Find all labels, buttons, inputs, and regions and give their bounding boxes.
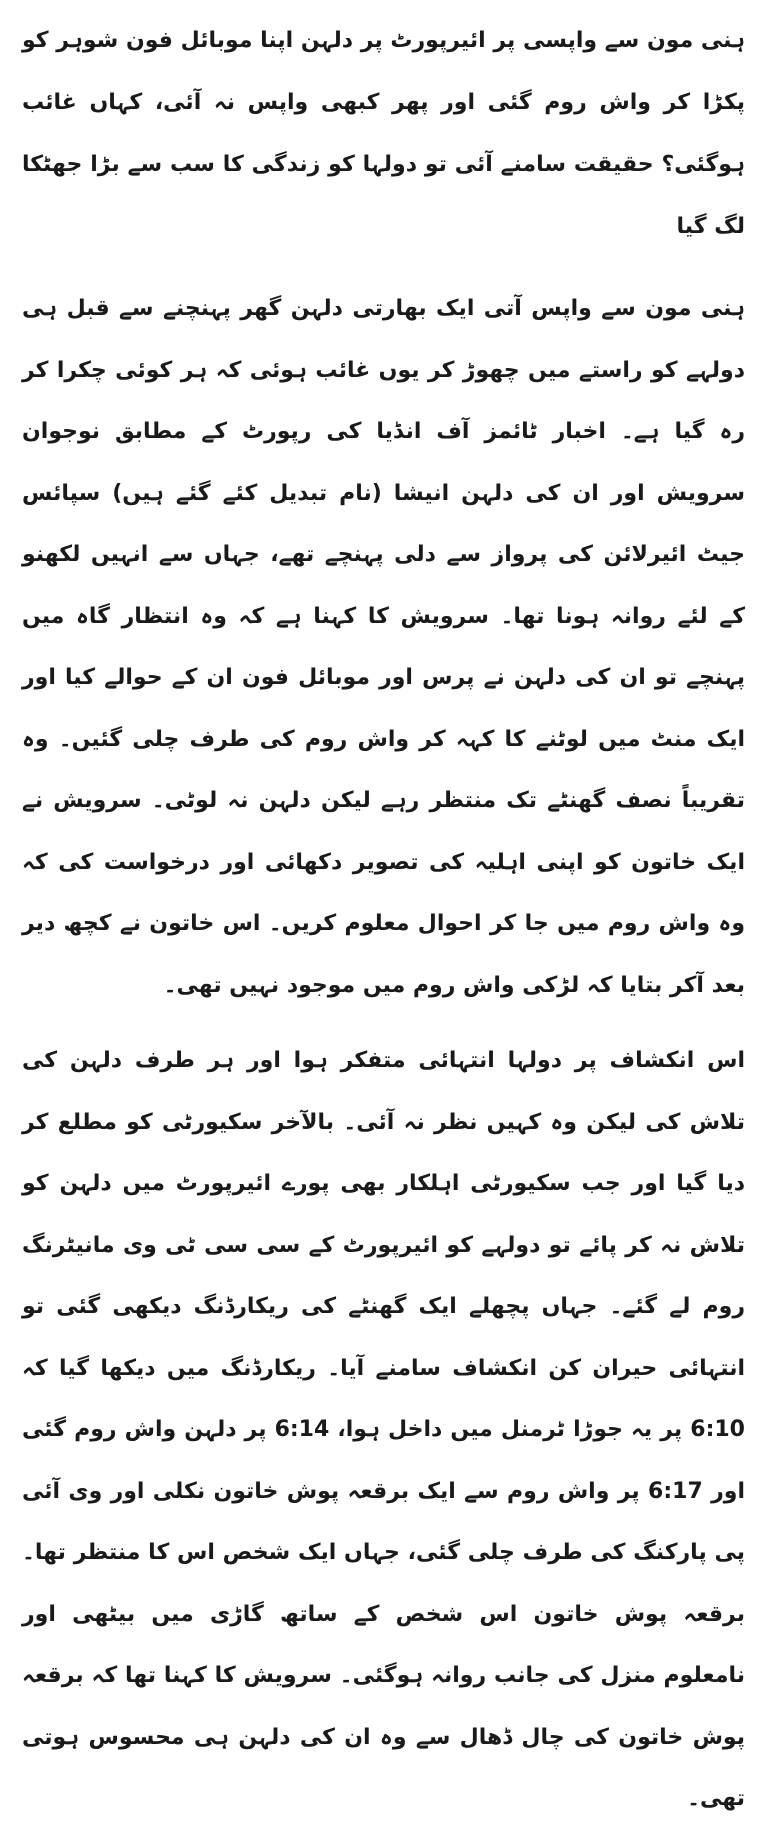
article-paragraph-2: اس انکشاف پر دولہا انتہائی متفکر ہوا اور ہر طرف دلہن کی تلاش کی لیکن وہ کہیں نظر نہ آئی۔ بالآخر سکیورٹی کو مطلع کر دیا گیا اور جب سکیورٹی اہلکار بھی پورے ائیرپورٹ میں دلہن کو تلاش نہ کر پائے تو دولہے کو ائیرپورٹ کے سی سی ٹی وی مانیٹرنگ روم لے گئے۔ جہاں پچھلے ایک گھنٹے کی ریکارڈنگ دیکھی گئی تو انتہائی حیران کن انکشاف سامنے آیا۔ ریکارڈنگ میں دیکھا گیا کہ 6:10 پر یہ جوڑا ٹرمنل میں داخل ہوا، 6:14 پر دلہن واش روم گئی اور 6:17 پر واش روم سے ایک برقعہ پوش خاتون نکلی اور وی آئی پی پارکنگ کی طرف چلی گئی، جہاں ایک شخص اس کا منتظر تھا۔ برقعہ پوش خاتون اس شخص کے ساتھ گاڑی میں بیٹھی اور نامعلوم منزل کی جانب روانہ ہوگئی۔ سرویش کا کہنا تھا کہ برقعہ پوش خاتون کی چال ڈھال سے وہ ان کی دلہن ہی محسوس ہوتی تھی۔ <box>22 1048 745 1811</box>
article-paragraph-1: ہنی مون سے واپس آتی ایک بھارتی دلہن گھر پہنچنے سے قبل ہی دولہے کو راستے میں چھوڑ کر یوں غائب ہوئی کہ ہر کوئی چکرا کر رہ گیا ہے۔ اخبار ٹائمز آف انڈیا کی رپورٹ کے مطابق نوجوان سرویش اور ان کی دلہن انیشا (نام تبدیل کئے گئے ہیں) سپائس جیٹ ائیرلائن کی پرواز سے دلی پہنچے تھے، جہاں سے انہیں لکھنو کے لئے روانہ ہونا تھا۔ سرویش کا کہنا ہے کہ وہ انتظار گاہ میں پہنچے تو ان کی دلہن نے پرس اور موبائل فون ان کے حوالے کیا اور ایک منٹ میں لوٹنے کا کہہ کر واش روم کی طرف چلی گئیں۔ وہ تقریباً نصف گھنٹے تک منتظر رہے لیکن دلہن نہ لوٹی۔ سرویش نے ایک خاتون کو اپنی اہلیہ کی تصویر دکھائی اور درخواست کی کہ وہ واش روم میں جا کر احوال معلوم کریں۔ اس خاتون نے کچھ دیر بعد آکر بتایا کہ لڑکی واش روم میں موجود نہیں تھی۔ <box>22 296 745 998</box>
article <box>22 10 745 1844</box>
article-headline: ہنی مون سے واپسی پر ائیرپورٹ پر دلہن اپنا موبائل فون شوہر کو پکڑا کر واش روم گئی اور پھر کبھی واپس نہ آئی، کہاں غائب ہوگئی؟ حقیقت سامنے آئی تو دولہا کو زندگی کا سب سے بڑا جھٹکا لگ گیا <box>22 28 745 239</box>
